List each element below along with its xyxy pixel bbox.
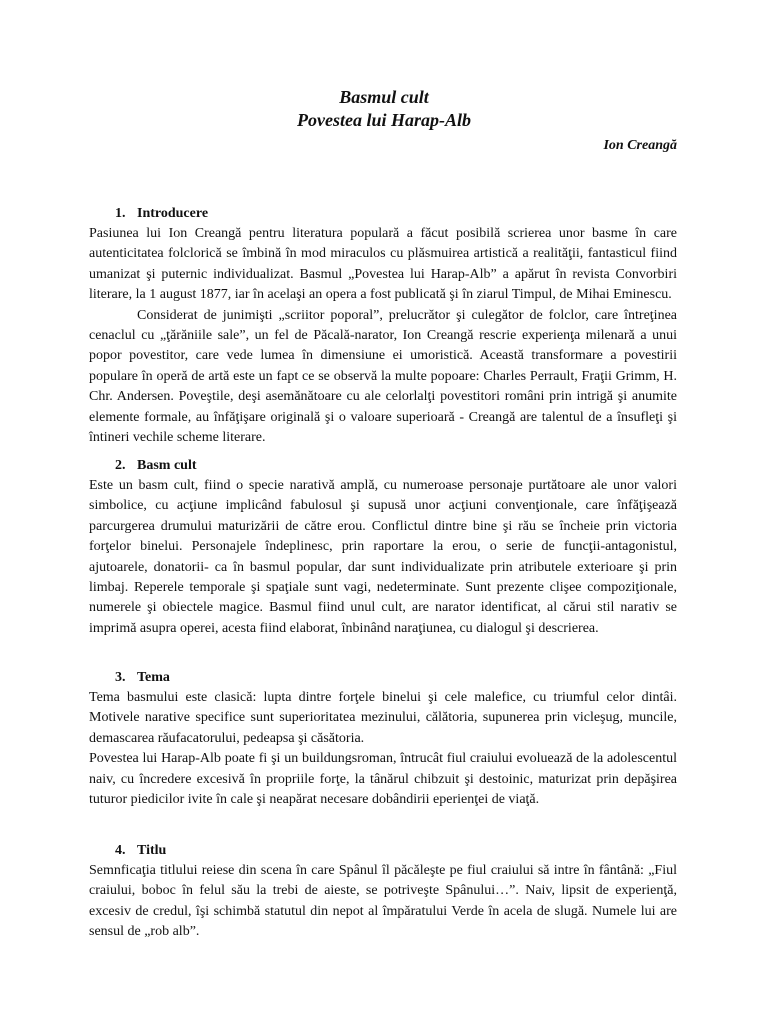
section-introducere — [89, 205, 677, 448]
document-title: Basmul cult — [339, 87, 429, 107]
section-heading — [89, 669, 677, 687]
paragraph: Tema basmului este clasică: lupta dintre forţele binelui şi cele malefice, cu triumful celor dintâi. Motivele narative specifice sunt superioritatea mezinului, călătoria, supunerea prin vicleşug, muncile, demascarea răufacatorului, pedeapsa şi căsătoria. — [89, 690, 677, 746]
section-title: Titlu — [137, 843, 167, 858]
section-basm-cult — [89, 457, 677, 639]
title-block — [0, 86, 768, 132]
section-titlu — [89, 842, 677, 943]
author-name: Ion Creangă — [603, 138, 677, 153]
section-number: 4. — [115, 843, 126, 858]
section-title: Introducere — [137, 206, 209, 221]
section-heading — [89, 205, 677, 223]
section-heading — [89, 457, 677, 475]
paragraph: Pasiunea lui Ion Creangă pentru literatura populară a făcut posibilă scrierea unor basme în care autenticitatea folclorică se îmbină în mod miraculos cu plăsmuirea artistică a realităţii, fantasticul fiind umanizat şi puternic individualizat. Basmul „Povestea lui Harap-Alb” a apărut în revista Convorbiri literare, la 1 august 1877, iar în acelaşi an opera a fost publicată şi în ziarul Timpul, de Mihai Eminescu. — [89, 226, 677, 303]
paragraph: Considerat de junimişti „scriitor poporal”, prelucrător şi culegător de folclor, care întreţinea cenaclul cu „ţărăniile sale”, un fel de Păcală-narator, Ion Creangă rescrie experienţa milenară a unui popor povestitor, care vede lumea în dimensiune ei umoristică. Această transformare a povestirii populare în operă de artă este un fapt ce se observă la multe popoare: Charles Perrault, Fraţii Grimm, H. Chr. Andersen. Poveştile, deşi asemănătoare cu ale celorlalţi povestitori români prin intrigă şi anumite elemente formale, au înfăţişare originală şi o valoare superioară - Creangă are talentul de a însufleţi şi întineri vechile scheme literare. — [89, 307, 677, 446]
section-title: Tema — [137, 670, 170, 685]
section-number: 1. — [115, 206, 126, 221]
section-tema — [89, 669, 677, 810]
section-title: Basm cult — [137, 458, 197, 473]
section-heading — [89, 842, 677, 860]
paragraph: Semnficaţia titlului reiese din scena în care Spânul îl păcăleşte pe fiul craiului să intre în fântână: „Fiul craiului, boboc în felul său la trebi de aieste, se potriveşte Spânului…”. Naiv, lipsit de experienţă, excesiv de credul, îşi schimbă statutul din nepot al împăratului Verde în acela de slugă. Numele lui are sensul de „rob alb”. — [89, 863, 677, 940]
section-number: 2. — [115, 458, 126, 473]
paragraph: Este un basm cult, fiind o specie narativă amplă, cu numeroase personaje purtătoare ale unor valori simbolice, cu acţiune implicând fabulosul şi supusă unor acţiuni convenţionale, care înfăţişează parcurgerea drumului maturizării de către erou. Conflictul dintre bine şi rău se încheie prin victoria forţelor binelui. Personajele îndeplinesc, prin raportare la erou, o serie de funcţii-antagonistul, ajutoarele, donatorii- ca în basmul popular, dar sunt individualizate prin atributele exterioare şi prin limbaj. Reperele temporale şi spaţiale sunt vagi, nedeterminate. Sunt prezente clişee compoziţionale, numerele şi obiectele magice. Basmul fiind unul cult, are narator identificat, al cărui stil narativ se imprimă asupra operei, acesta fiind elaborat, înbinând naraţiunea, cu dialogul şi descrierea. — [89, 478, 677, 636]
section-number: 3. — [115, 670, 126, 685]
document-subtitle: Povestea lui Harap-Alb — [297, 110, 471, 130]
paragraph: Povestea lui Harap-Alb poate fi şi un buildungsroman, întrucât fiul craiului evoluează de la adolescentul naiv, cu încredere excesivă în propriile forţe, la tânărul chibzuit şi destoinic, maturizat prin depăşirea tuturor piedicilor ivite în cale şi neapărat necesare dobândirii eperienţei de viaţă. — [89, 751, 677, 808]
